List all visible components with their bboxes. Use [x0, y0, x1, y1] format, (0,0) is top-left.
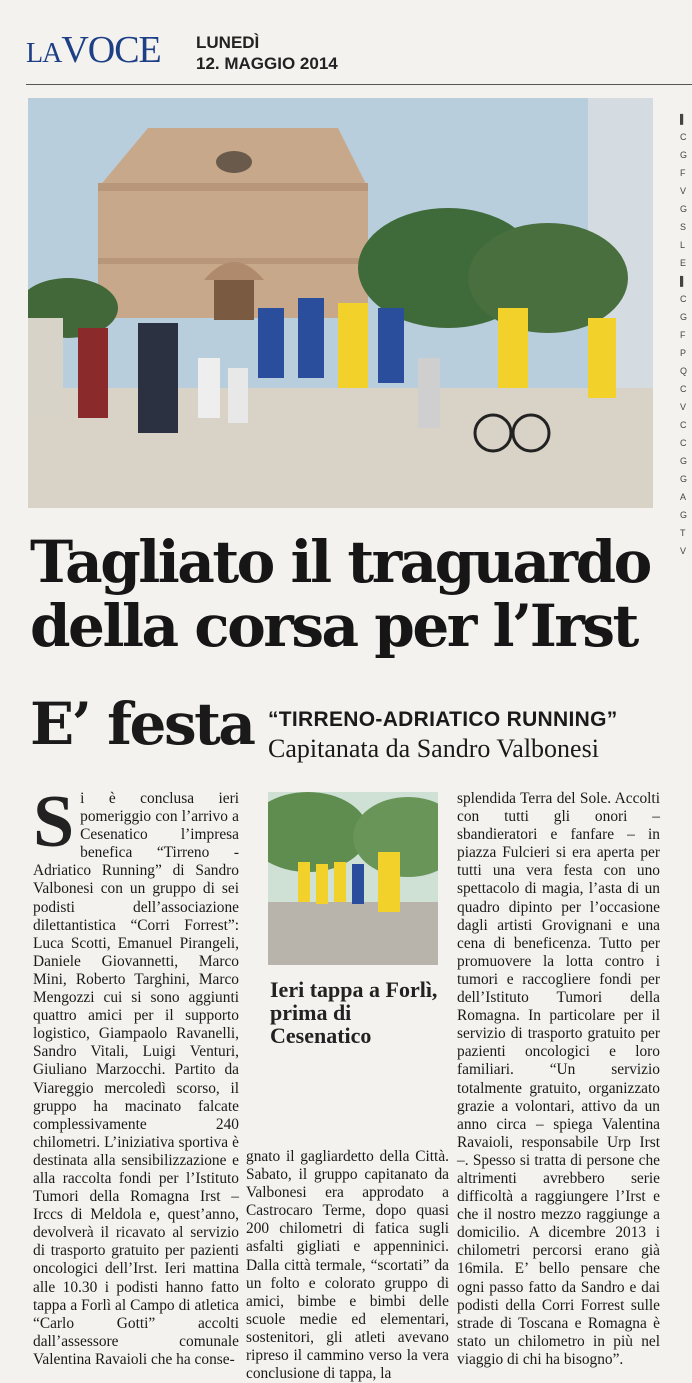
subheadline: Capitanata da Sandro Valbonesi: [268, 734, 599, 763]
drop-cap: S: [33, 781, 75, 863]
kicker: “TIRRENO-ADRIATICO RUNNING”: [268, 708, 618, 731]
adjacent-column-fragment: ▌ C G F V G S L E ▌ C G F P Q C V C C G G A G T V: [680, 114, 688, 556]
headline-line-3: E’ festa: [30, 690, 254, 758]
column-1-text: i è conclusa ieri pomeriggio con l’arrivo a Cesenatico l’impresa benefica “Tirreno - Adriatico Running” di Sandro Valbonesi con un gruppo di sei podisti dell’associazione dilettantistica “Corri Forrest”: Luca Scotti, Emanuel Pirangeli, Daniele Giovannetti, Marco Mini, Roberto Targhini, Marco Mengozzi cui si sono aggiunti quattro amici per il supporto logistico, Giampaolo Ravanelli, Sandro Vitali, Luigi Venturi, Giuliano Marzocchi. Partito da Viareggio mercoledì scorso, il gruppo ha macinato falcate complessivamente 240 chilometri. L’iniziativa sportiva è destinata alla sensibilizzazione e alla raccolta fondi per l’Istituto Tumori della Romagna Irst – Irccs di Meldola e, quest’anno, devolverà il ricavato al servizio di trasporto gratuito per pazienti oncologici dell’Irst. Ieri mattina alle 10.30 i podisti hanno fatto tappa a Forlì al Campo di atletica “Carlo Gotti” accolti dall’assessore comunale Valentina Ravaioli che ha conse-: [33, 790, 239, 1368]
headline-line-1: Tagliato il traguardo: [30, 528, 650, 596]
issue-date: [196, 32, 338, 74]
newspaper-logo: LAVOCE: [26, 29, 161, 71]
article-column-1: [33, 781, 239, 1369]
headline: [30, 530, 680, 658]
article-column-3: splendida Terra del Sole. Accolti con tutti gli onori – sbandieratori e fanfare – in piazza Fulcieri si era aperta per tutti una vera festa con uno spettacolo di magia, l’asta di un quadro dipinto per l’occasione dagli artisti Grovignani e una cena di beneficenza. Tutto per promuovere la lotta contro i tumori e raccogliere fondi per dell’Istituto Tumori della Romagna. In particolare per il servizio di trasporto gratuito per pazienti oncologici e loro familiari. “Un servizio totalmente gratuito, organizzato grazie a volontari, attivo da un anno circa – spiega Valentina Ravaioli, responsabile Urp Irst –. Spesso si tratta di persone che altrimenti avrebbero serie difficoltà a raggiungere l’Irst e che il nostro mezzo raggiunge a domicilio. A dicembre 2013 i chilometri percorsi erano già 16mila. E’ bello pensare che ogni passo fatto da Sandro e dai podisti della Corri Forrest sulle strade di Toscana e Romagna è stato un chilometro in più nel viaggio di chi ha bisogno”.: [457, 790, 660, 1368]
inset-photo: [268, 792, 438, 965]
article-column-2: gnato il gagliardetto della Città. Sabato, il gruppo capitanato da Valbonesi era approdato a Castrocaro Terme, dopo quasi 200 chilometri di fatica sugli asfalti gigliati e appenninici. Dalla città termale, “scortati” da un folto e colorato gruppo di amici, bimbe e bimbi delle scuole medie ed elementari, sostenitori, gli atleti avevano ripreso il cammino verso la vera conclusione di tappa, la: [246, 1148, 449, 1383]
issue-full-date: 12. MAGGIO 2014: [196, 54, 338, 73]
inset-photo-image: [268, 792, 438, 965]
photo-caption: Ieri tappa a Forlì, prima di Cesenatico: [270, 977, 438, 1048]
masthead-rule: [26, 84, 692, 85]
issue-day: LUNEDÌ: [196, 33, 260, 52]
headline-line-2: della corsa per l’Irst: [30, 592, 637, 660]
main-photo: [28, 98, 653, 508]
main-photo-image: [28, 98, 653, 508]
